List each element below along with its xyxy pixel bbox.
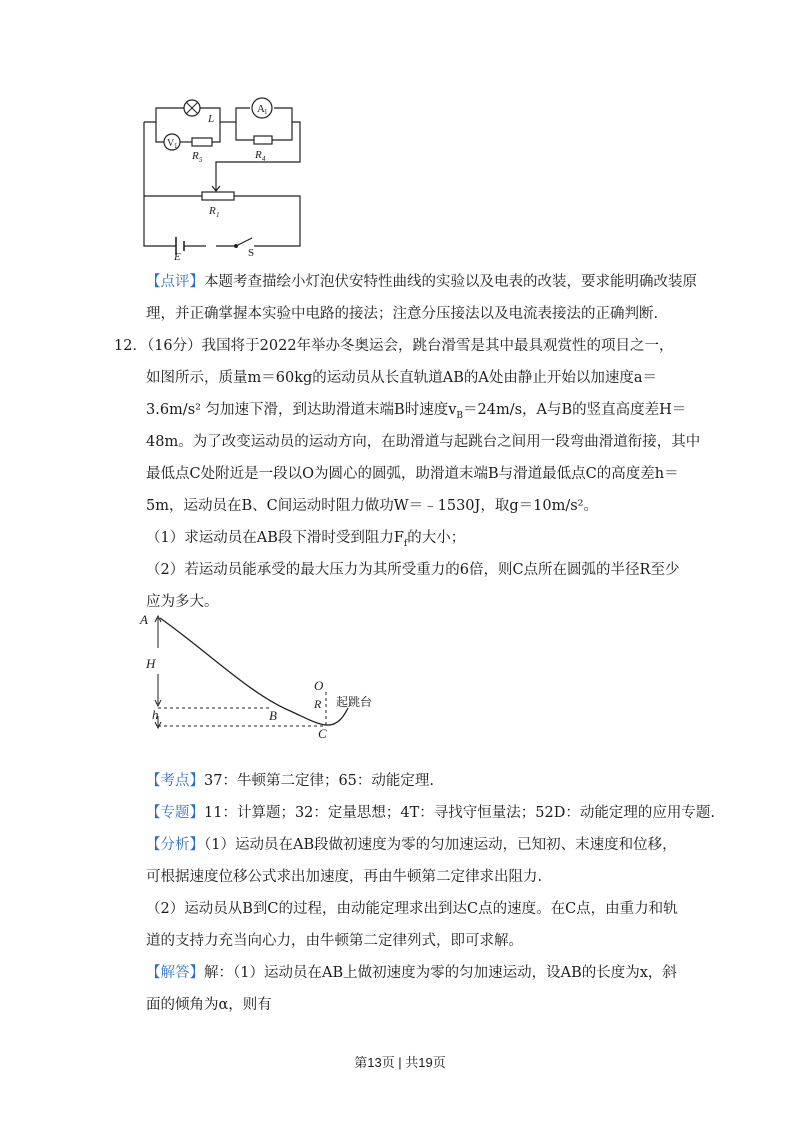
label-r5: R — [192, 150, 199, 162]
label-v1-sub: 1 — [174, 142, 178, 150]
switch-symbol — [236, 238, 252, 246]
question-12-line-1: 12．（16分）我国将于2022年举办冬奥运会，跳台滑雪是其中最具观赏性的项目之一， — [114, 338, 674, 354]
question-12-line-5: 最低点C处附近是一段以O为圆心的圆弧，助滑道末端B与滑道最低点C的高度差h＝ — [146, 466, 679, 482]
label-c: C — [318, 726, 327, 741]
question-12-sub-2-line-2: 应为多大。 — [146, 594, 219, 610]
label-small-h: h — [152, 707, 159, 722]
label-s: S — [248, 247, 255, 259]
zhuanti-line: 【专题】11：计算题；32：定量思想；4T：寻找守恒量法；52D：动能定理的应用专题. — [146, 805, 715, 821]
question-12-line-6: 5m，运动员在B、C间运动时阻力做功W＝﹣1530J，取g＝10m/s²。 — [146, 498, 598, 514]
label-r5-sub: 5 — [199, 156, 203, 164]
page-footer: 第13页 | 共19页 — [354, 1055, 446, 1070]
rheostat-r1 — [202, 192, 234, 200]
label-r4: R — [255, 149, 262, 161]
resistor-r4 — [254, 136, 272, 144]
question-12-sub-1: （1）求运动员在AB段下滑时受到阻力$F_f$的大小； — [146, 530, 466, 549]
circuit-diagram — [136, 92, 316, 262]
fenxi-line-3: （2）运动员从B到C的过程，由动能定理求出到达C点的速度。在C点，由重力和轨 — [146, 901, 678, 917]
question-12-line-3: 3.6m/s² 匀加速下滑，到达助滑道末端B时速度$v_B=24m/s$，A与B的竖直高度差H＝ — [146, 402, 687, 421]
label-big-h: H — [146, 656, 156, 671]
resistor-r5 — [192, 138, 212, 146]
question-12-sub-2-line-1: （2）若运动员能承受的最大压力为其所受重力的6倍，则C点所在圆弧的半径R至少 — [146, 562, 680, 578]
label-r4-sub: 4 — [262, 155, 266, 163]
jieda-line-1: 【解答】解：（1）运动员在AB上做初速度为零的匀加速运动，设AB的长度为x，斜 — [146, 965, 677, 981]
question-12-line-4: 48m。为了改变运动员的运动方向，在助滑道与起跳台之间用一段弯曲滑道衔接，其中 — [146, 434, 701, 450]
label-a1: A — [257, 103, 265, 115]
fenxi-line-2: 可根据速度位移公式求出加速度，再由牛顿第二定律求出阻力. — [146, 869, 543, 885]
label-r1: R — [209, 205, 216, 217]
ski-jump-diagram — [138, 612, 398, 742]
label-a: A — [140, 612, 148, 627]
comment-line-1: 【点评】本题考查描绘小灯泡伏安特性曲线的实验以及电表的改装，要求能明确改装原 — [146, 274, 697, 290]
label-l: L — [208, 113, 215, 125]
question-12-line-2: 如图所示，质量m＝60kg的运动员从长直轨道AB的A处由静止开始以加速度a＝ — [146, 370, 658, 386]
fenxi-line-4: 道的支持力充当向心力，由牛顿第二定律列式，即可求解。 — [146, 933, 523, 949]
fenxi-line-1: 【分析】（1）运动员在AB段做初速度为零的匀加速运动，已知初、末速度和位移， — [146, 837, 677, 853]
kaodian-line: 【考点】37：牛顿第二定律；65：动能定理. — [146, 773, 435, 789]
comment-line-2: 理，并正确掌握本实验中电路的接法；注意分压接法以及电流表接法的正确判断. — [146, 306, 659, 322]
label-r: R — [314, 697, 322, 711]
jieda-line-2: 面的倾角为α，则有 — [146, 997, 272, 1013]
label-v1: V — [167, 138, 175, 149]
label-b: B — [269, 708, 277, 723]
label-e: E — [174, 251, 181, 262]
label-o: O — [314, 678, 324, 693]
label-r1-sub: 1 — [216, 211, 220, 219]
label-a1-sub: 1 — [264, 108, 268, 116]
label-platform: 起跳台 — [336, 695, 373, 709]
